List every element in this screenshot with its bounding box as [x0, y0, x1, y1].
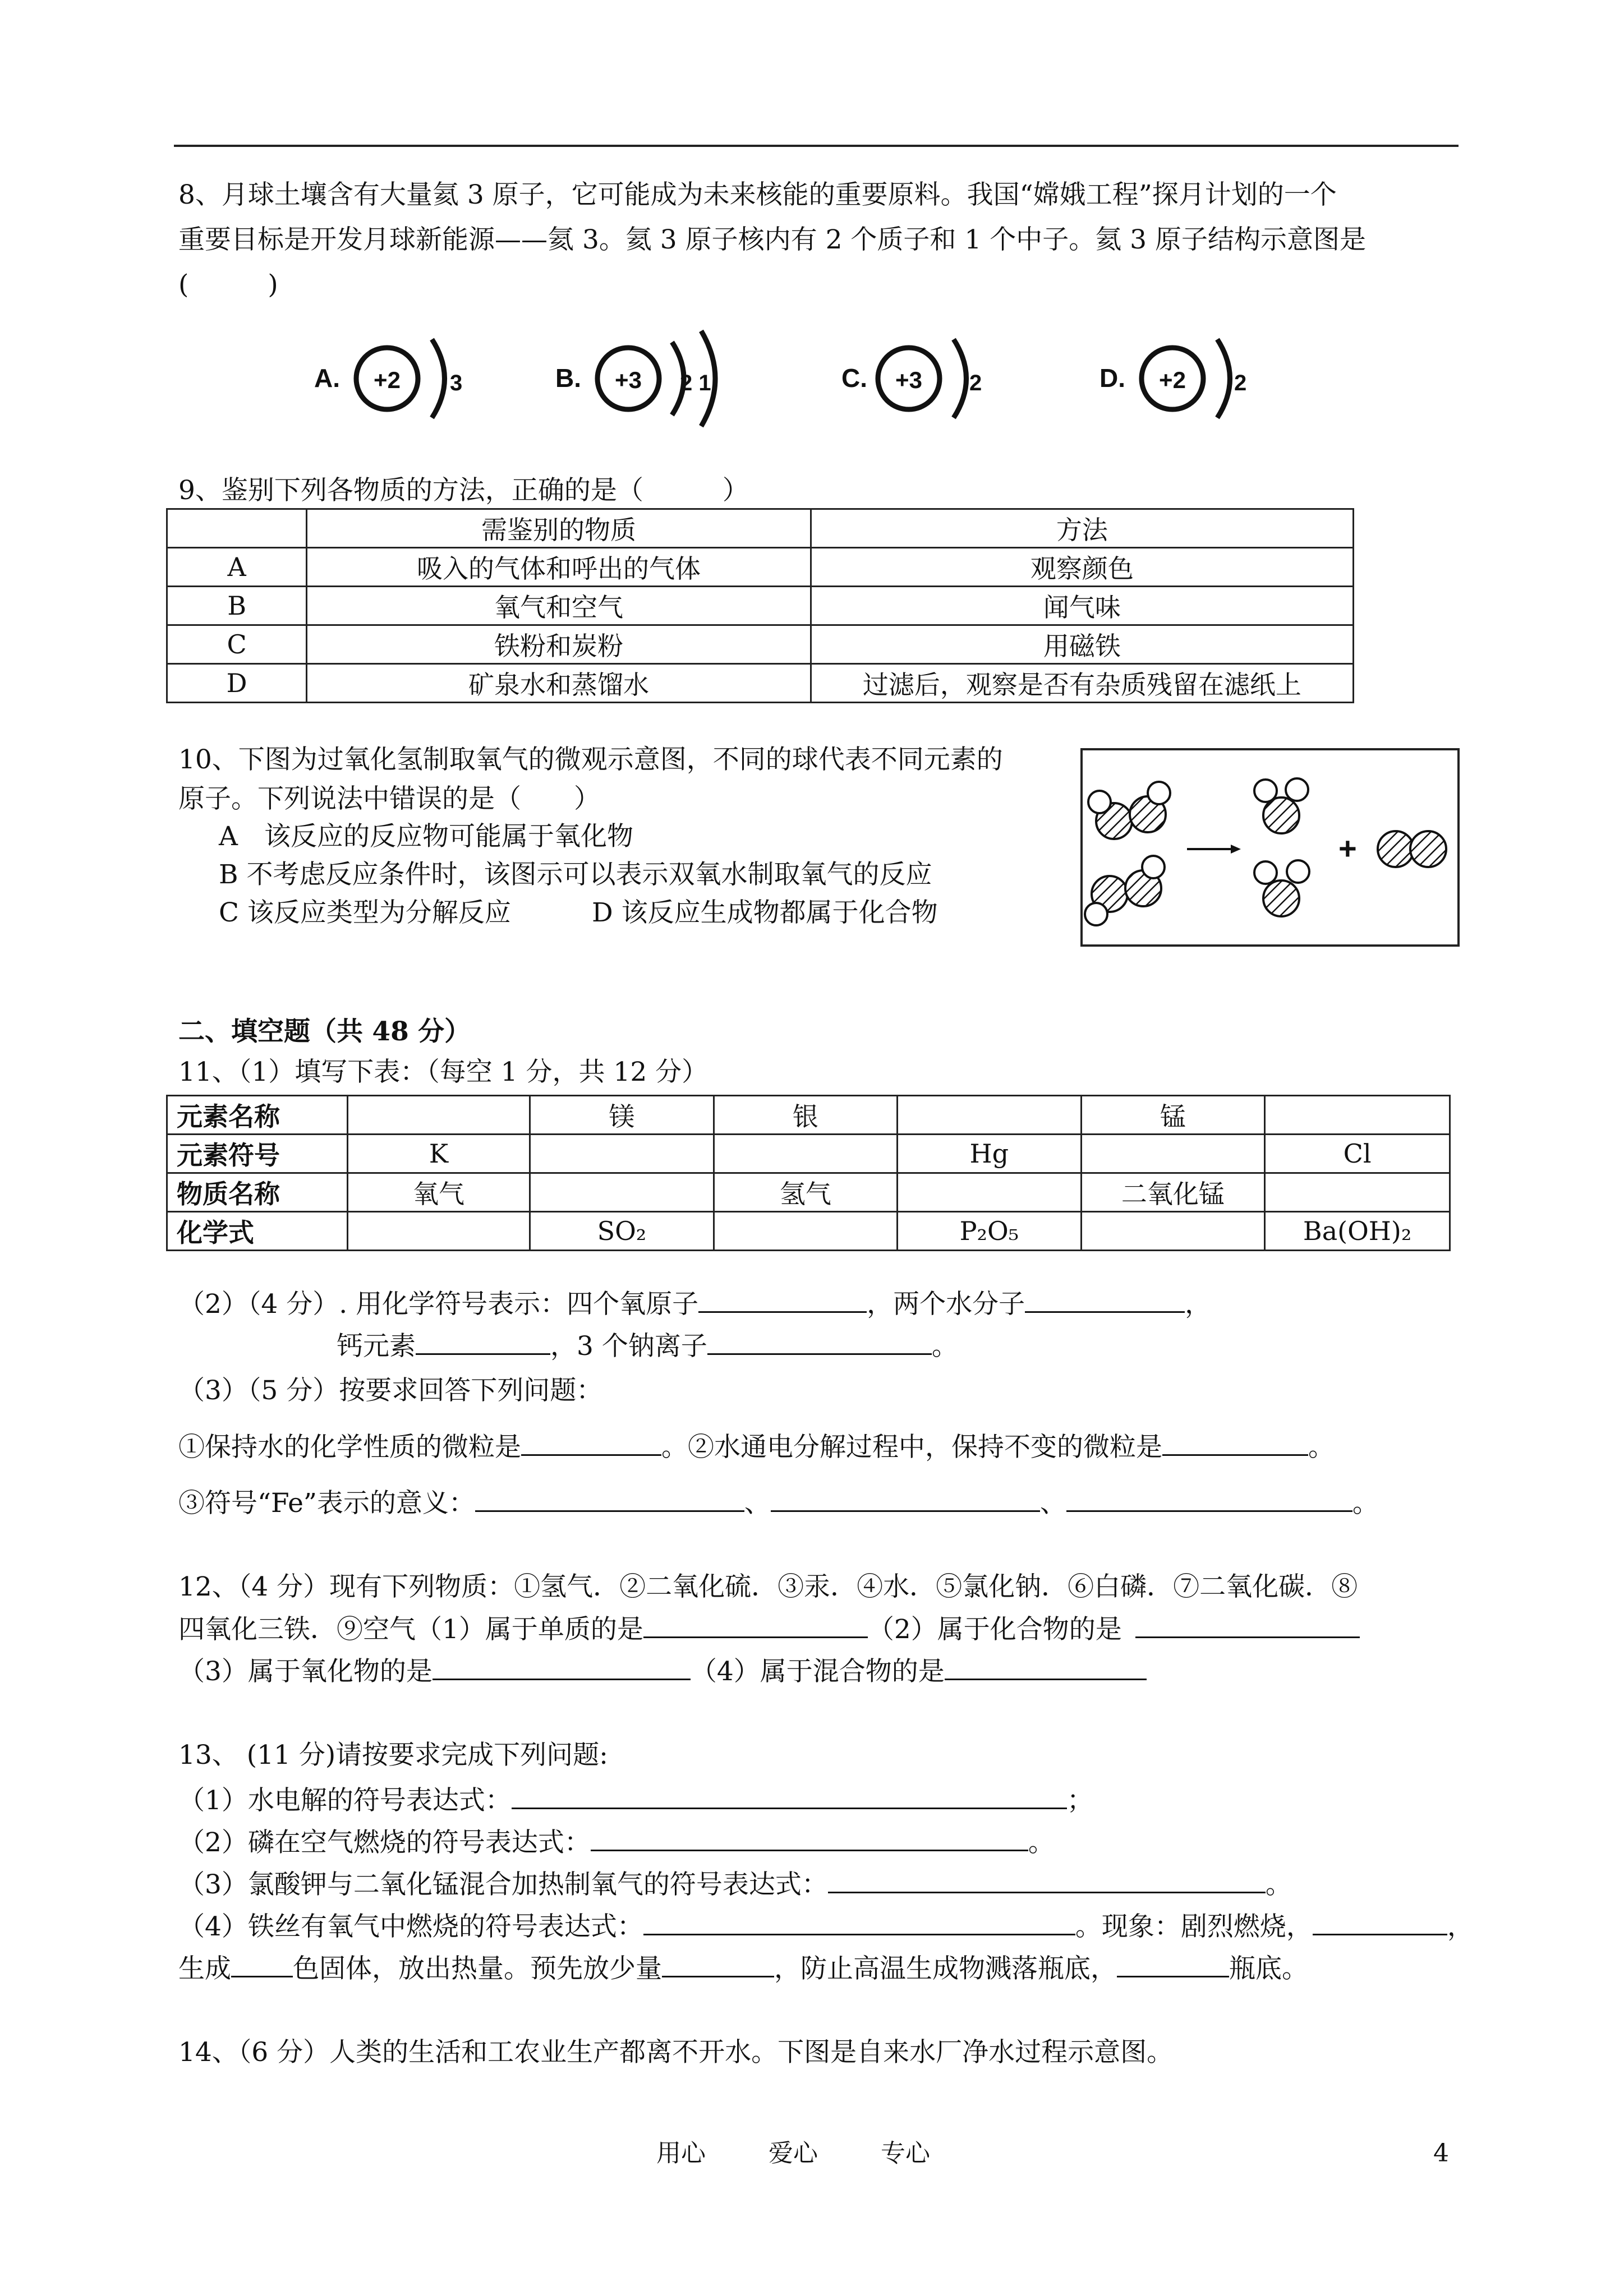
table-cell: D — [167, 664, 307, 703]
q11-part2-text: ，两个水分子 — [867, 1289, 1025, 1320]
q12-line3 — [178, 1652, 1147, 1689]
q11-part2-line2 — [337, 1326, 958, 1363]
answer-blank[interactable] — [475, 1483, 744, 1512]
atom-c-nucleus: +3 — [895, 367, 922, 393]
reaction-diagram — [1080, 748, 1460, 947]
table-cell: K — [347, 1135, 530, 1173]
q12-line2 — [178, 1610, 1360, 1647]
row-header: 物质名称 — [167, 1173, 348, 1212]
plus-sign: + — [1338, 831, 1357, 866]
q11-part3-text: 、 — [744, 1488, 771, 1519]
table-header: 方法 — [811, 509, 1353, 548]
answer-blank[interactable] — [643, 1610, 868, 1638]
table-row — [167, 664, 1354, 703]
table-header: 需鉴别的物质 — [307, 509, 811, 548]
q12-text: （2）属于化合物的是 — [867, 1614, 1122, 1645]
q12-line1: 12、（4 分）现有下列物质：①氢气．②二氧化硫．③汞．④水．⑤氯化钠．⑥白磷．⑦二氧化碳．⑧ — [178, 1571, 1358, 1602]
q11-part3-text: ③符号“Fe”表示的意义： — [178, 1488, 475, 1519]
atom-a-shells: 3 — [450, 371, 463, 395]
table-cell: Cl — [1265, 1135, 1450, 1173]
table-cell — [530, 1173, 714, 1212]
table-row — [167, 1212, 1450, 1251]
table-cell: 用磁铁 — [811, 625, 1353, 664]
q11-part3-text: 。 — [1352, 1488, 1379, 1519]
q11-part3-text: 、 — [1039, 1488, 1066, 1519]
atom-option-c — [841, 339, 982, 418]
answer-blank[interactable] — [512, 1781, 1067, 1809]
q10-line2: 原子。下列说法中错误的是（ ） — [178, 783, 600, 814]
atom-a-label: A. — [314, 363, 340, 393]
q13-text: （2）磷在空气燃烧的符号表达式： — [178, 1827, 591, 1858]
atom-option-d — [1099, 339, 1246, 418]
q13-text: ，防止高温生成物溅落瓶底， — [774, 1953, 1117, 1984]
q13-text: ； — [1066, 1785, 1093, 1816]
q13-line2 — [178, 1823, 1055, 1860]
table-cell: 吸入的气体和呼出的气体 — [307, 548, 811, 587]
q11-part3-text: ①保持水的化学性质的微粒是 — [178, 1432, 521, 1463]
atom-b-shells: 2 1 — [680, 371, 711, 395]
answer-blank[interactable] — [662, 1949, 774, 1977]
table-row — [167, 1135, 1450, 1173]
table-cell: 氧气 — [347, 1173, 530, 1212]
table-cell: 银 — [714, 1096, 897, 1135]
row-header: 元素符号 — [167, 1135, 348, 1173]
q11-part2-text: ，3 个钠离子 — [550, 1331, 707, 1362]
footer-motto-2: 爱心 — [769, 2139, 818, 2168]
q8-line2: 重要目标是开发月球新能源——氦 3。氦 3 原子核内有 2 个质子和 1 个中子。氦 3 原子结构示意图是 — [178, 224, 1366, 255]
header-rule — [174, 145, 1459, 147]
table-cell: 二氧化锰 — [1081, 1173, 1265, 1212]
q12-text: （3）属于氧化物的是 — [178, 1656, 433, 1687]
q11-part2-line1 — [178, 1284, 1211, 1321]
page-number: 4 — [1433, 2139, 1449, 2168]
q13-text: 。现象：剧烈燃烧， — [1075, 1911, 1313, 1942]
table-row — [167, 1096, 1450, 1135]
q10-option-b: B 不考虑反应条件时，该图示可以表示双氧水制取氧气的反应 — [219, 859, 932, 890]
q13-text: 色固体，放出热量。预先放少量 — [293, 1953, 662, 1984]
q13-text: （4）铁丝有氧气中燃烧的符号表达式： — [178, 1911, 643, 1942]
atom-diagrams — [303, 314, 1290, 449]
table-cell — [898, 1173, 1081, 1212]
q8-line3: ( ) — [178, 269, 278, 300]
table-cell — [347, 1212, 530, 1251]
table-cell: 过滤后，观察是否有杂质残留在滤纸上 — [811, 664, 1353, 703]
q13-line1 — [178, 1781, 1093, 1818]
table-cell — [1265, 1173, 1450, 1212]
answer-blank[interactable] — [231, 1949, 293, 1977]
q11-part2-text: ， — [1185, 1289, 1212, 1320]
table-cell: SO₂ — [530, 1212, 714, 1251]
q8-line1: 8、月球土壤含有大量氦 3 原子，它可能成为未来核能的重要原料。我国“嫦娥工程”探月计划的一个 — [178, 179, 1337, 210]
table-cell — [1081, 1212, 1265, 1251]
q11-part2-text: （2）（4 分）. 用化学符号表示：四个氧原子 — [178, 1289, 699, 1320]
table-row — [167, 587, 1354, 625]
answer-blank[interactable] — [945, 1652, 1147, 1680]
q13-text: 。 — [1265, 1869, 1292, 1900]
answer-blank[interactable] — [1162, 1427, 1308, 1456]
q9-table — [166, 508, 1354, 703]
q11-part1: 11、（1）填写下表：（每空 1 分，共 12 分） — [178, 1057, 709, 1087]
q13-text: 。 — [1028, 1827, 1055, 1858]
atom-b-nucleus: +3 — [615, 367, 642, 393]
answer-blank[interactable] — [1117, 1949, 1229, 1977]
q12-text: 四氧化三铁．⑨空气（1）属于单质的是 — [178, 1614, 643, 1645]
q11-part3-text: 。②水通电分解过程中，保持不变的微粒是 — [661, 1432, 1162, 1463]
table-cell: 铁粉和炭粉 — [307, 625, 811, 664]
table-cell: 锰 — [1081, 1096, 1265, 1135]
table-cell — [898, 1096, 1081, 1135]
q10-line1: 10、下图为过氧化氢制取氧气的微观示意图，不同的球代表不同元素的 — [178, 744, 1003, 775]
table-cell: 氢气 — [714, 1173, 897, 1212]
answer-blank[interactable] — [433, 1652, 691, 1680]
footer-motto-3: 专心 — [881, 2139, 930, 2168]
table-cell — [167, 509, 307, 548]
q9-stem: 9、鉴别下列各物质的方法，正确的是（ ） — [178, 475, 749, 506]
table-cell: 氧气和空气 — [307, 587, 811, 625]
table-cell: Hg — [898, 1135, 1081, 1173]
table-cell: B — [167, 587, 307, 625]
table-cell — [347, 1096, 530, 1135]
table-row — [167, 1173, 1450, 1212]
table-cell: C — [167, 625, 307, 664]
atom-b-label: B. — [555, 363, 581, 393]
table-cell — [714, 1212, 897, 1251]
element-table — [166, 1095, 1451, 1251]
answer-blank[interactable] — [591, 1823, 1028, 1851]
section-title: 二、填空题（共 48 分） — [178, 1016, 471, 1047]
table-cell: 闻气味 — [811, 587, 1353, 625]
answer-blank[interactable] — [1025, 1284, 1185, 1313]
table-cell: 观察颜色 — [811, 548, 1353, 587]
q11-part2-text: 。 — [931, 1331, 958, 1362]
table-cell: Ba(OH)₂ — [1265, 1212, 1450, 1251]
table-cell: A — [167, 548, 307, 587]
atom-option-a — [314, 339, 462, 418]
table-cell — [1265, 1096, 1450, 1135]
answer-blank[interactable] — [1066, 1483, 1352, 1512]
q13-text: （1）水电解的符号表达式： — [178, 1785, 512, 1816]
table-cell: 镁 — [530, 1096, 714, 1135]
q11-part3-line2 — [178, 1483, 1379, 1520]
atom-d-label: D. — [1099, 363, 1125, 393]
q13-text: ， — [1447, 1911, 1474, 1942]
table-cell — [714, 1135, 897, 1173]
table-row — [167, 509, 1354, 548]
table-cell — [1081, 1135, 1265, 1173]
answer-blank[interactable] — [416, 1326, 550, 1355]
answer-blank[interactable] — [521, 1427, 661, 1456]
table-cell: 矿泉水和蒸馏水 — [307, 664, 811, 703]
answer-blank[interactable] — [828, 1865, 1266, 1893]
table-cell — [530, 1135, 714, 1173]
q14-line1: 14、（6 分）人类的生活和工农业生产都离不开水。下图是自来水厂净水过程示意图。 — [178, 2037, 1174, 2068]
q13-line4 — [178, 1907, 1474, 1944]
footer-motto-1: 用心 — [656, 2139, 706, 2168]
answer-blank[interactable] — [643, 1907, 1075, 1935]
table-row — [167, 625, 1354, 664]
row-header: 元素名称 — [167, 1096, 348, 1135]
q10-option-d: D 该反应生成物都属于化合物 — [592, 897, 938, 928]
q13-stem: 13、 (11 分)请按要求完成下列问题: — [178, 1740, 608, 1771]
q11-part3-line1 — [178, 1427, 1335, 1464]
answer-blank[interactable] — [698, 1284, 867, 1313]
answer-blank[interactable] — [1135, 1610, 1360, 1638]
atom-d-shells: 2 — [1234, 371, 1247, 395]
atom-c-shells: 2 — [969, 371, 982, 395]
atom-c-label: C. — [841, 363, 867, 393]
q11-part3-text: 。 — [1308, 1432, 1335, 1463]
q13-line5 — [178, 1949, 1308, 1986]
table-cell: P₂O₅ — [898, 1212, 1081, 1251]
q13-line3 — [178, 1865, 1292, 1902]
answer-blank[interactable] — [1313, 1907, 1447, 1935]
table-row — [167, 548, 1354, 587]
q11-part3: （3）（5 分）按要求回答下列问题： — [178, 1375, 603, 1406]
q11-part2-text: 钙元素 — [337, 1331, 416, 1362]
q13-text: 生成 — [178, 1953, 231, 1984]
answer-blank[interactable] — [771, 1483, 1040, 1512]
q10-option-c: C 该反应类型为分解反应 — [219, 897, 511, 928]
answer-blank[interactable] — [707, 1326, 932, 1355]
row-header: 化学式 — [167, 1212, 348, 1251]
atom-d-nucleus: +2 — [1159, 367, 1186, 393]
q12-text: （4）属于混合物的是 — [690, 1656, 945, 1687]
q10-option-a: A 该反应的反应物可能属于氧化物 — [219, 821, 633, 852]
atom-option-b — [555, 331, 715, 426]
q13-text: （3）氯酸钾与二氧化锰混合加热制氧气的符号表达式： — [178, 1869, 828, 1900]
atom-a-nucleus: +2 — [374, 367, 401, 393]
q13-text: 瓶底。 — [1229, 1953, 1308, 1984]
